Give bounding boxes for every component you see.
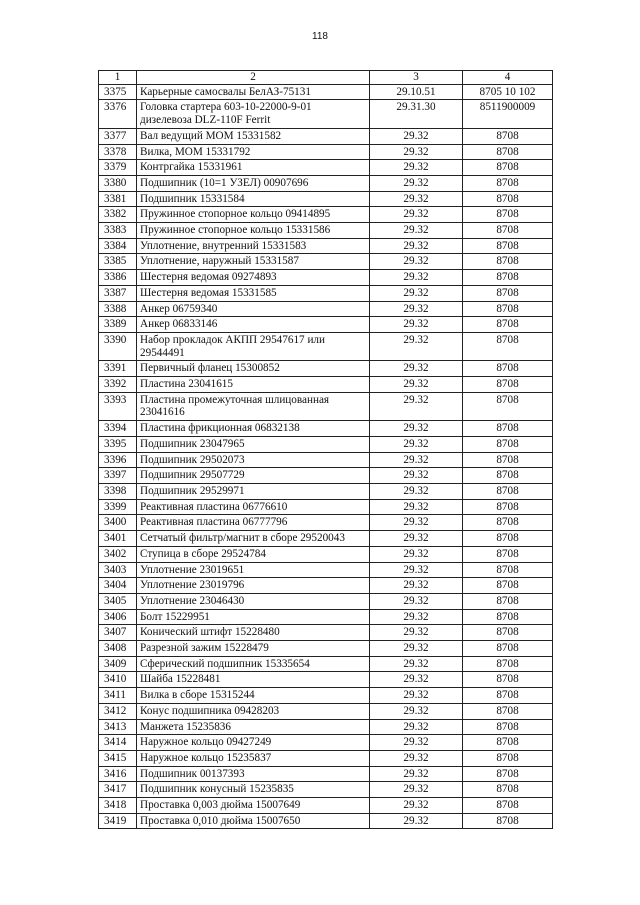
item-name: Ступица в сборе 29524784 [137,546,370,562]
table-row [99,656,553,672]
row-number: 3394 [99,421,137,437]
okpd-code: 29.32 [370,191,463,207]
item-name: Анкер 06833146 [137,317,370,333]
row-number: 3413 [99,719,137,735]
column-header-2: 2 [137,71,370,85]
table-row [99,735,553,751]
table-row [99,392,553,420]
tnved-code: 8708 [463,332,553,360]
table-row [99,361,553,377]
item-name: Подшипник 23047965 [137,436,370,452]
table-row [99,593,553,609]
item-name: Подшипник конусный 15235835 [137,782,370,798]
okpd-code: 29.32 [370,175,463,191]
tnved-code: 8708 [463,593,553,609]
tnved-code: 8708 [463,609,553,625]
item-name: Уплотнение, внутренний 15331583 [137,238,370,254]
item-name: Пластина 23041615 [137,377,370,393]
okpd-code: 29.32 [370,672,463,688]
okpd-code: 29.32 [370,641,463,657]
row-number: 3379 [99,160,137,176]
row-number: 3378 [99,144,137,160]
tnved-code: 8708 [463,452,553,468]
item-name: Проставка 0,010 дюйма 15007650 [137,813,370,829]
row-number: 3406 [99,609,137,625]
item-name: Уплотнение, наружный 15331587 [137,254,370,270]
okpd-code: 29.32 [370,361,463,377]
table-body [99,84,553,829]
item-name: Шайба 15228481 [137,672,370,688]
okpd-code: 29.32 [370,798,463,814]
row-number: 3404 [99,578,137,594]
okpd-code: 29.32 [370,735,463,751]
page-number: 118 [312,31,328,42]
item-name: Пружинное стопорное кольцо 15331586 [137,223,370,239]
item-name: Подшипник 29502073 [137,452,370,468]
okpd-code: 29.32 [370,593,463,609]
row-number: 3410 [99,672,137,688]
table-row [99,483,553,499]
okpd-code: 29.32 [370,377,463,393]
row-number: 3383 [99,223,137,239]
table-row [99,436,553,452]
row-number: 3397 [99,468,137,484]
item-name: Уплотнение 23046430 [137,593,370,609]
okpd-code: 29.32 [370,656,463,672]
okpd-code: 29.32 [370,421,463,437]
tnved-code: 8708 [463,703,553,719]
table-row [99,84,553,100]
row-number: 3388 [99,301,137,317]
tnved-code: 8708 [463,254,553,270]
row-number: 3399 [99,499,137,515]
tnved-code: 8708 [463,421,553,437]
table-row [99,421,553,437]
tnved-code: 8708 [463,191,553,207]
okpd-code: 29.32 [370,207,463,223]
item-name: Наружное кольцо 15235837 [137,750,370,766]
table-row [99,578,553,594]
row-number: 3392 [99,377,137,393]
item-name: Сетчатый фильтр/магнит в сборе 29520043 [137,531,370,547]
table-row [99,100,553,128]
table-row [99,468,553,484]
item-name: Вилка, МОМ 15331792 [137,144,370,160]
table-header [99,71,553,85]
table-row [99,546,553,562]
table-row [99,766,553,782]
column-header-3: 3 [370,71,463,85]
okpd-code: 29.32 [370,160,463,176]
row-number: 3380 [99,175,137,191]
tnved-code: 8708 [463,223,553,239]
table-row [99,798,553,814]
header-row [99,71,553,85]
item-name: Вилка в сборе 15315244 [137,688,370,704]
tnved-code: 8708 [463,468,553,484]
row-number: 3402 [99,546,137,562]
row-number: 3412 [99,703,137,719]
row-number: 3418 [99,798,137,814]
row-number: 3389 [99,317,137,333]
row-number: 3395 [99,436,137,452]
item-name: Проставка 0,003 дюйма 15007649 [137,798,370,814]
tnved-code: 8708 [463,483,553,499]
okpd-code: 29.32 [370,238,463,254]
tnved-code: 8708 [463,750,553,766]
okpd-code: 29.32 [370,515,463,531]
okpd-code: 29.32 [370,625,463,641]
table-row [99,703,553,719]
tnved-code: 8708 [463,301,553,317]
okpd-code: 29.32 [370,531,463,547]
tnved-code: 8708 [463,207,553,223]
tnved-code: 8708 [463,270,553,286]
tnved-code: 8708 [463,656,553,672]
okpd-code: 29.32 [370,254,463,270]
row-number: 3416 [99,766,137,782]
okpd-code: 29.32 [370,688,463,704]
row-number: 3390 [99,332,137,360]
tnved-code: 8708 [463,238,553,254]
table-row [99,160,553,176]
row-number: 3409 [99,656,137,672]
tnved-code: 8708 [463,798,553,814]
okpd-code: 29.31.30 [370,100,463,128]
row-number: 3419 [99,813,137,829]
table-row [99,254,553,270]
item-name: Реактивная пластина 06776610 [137,499,370,515]
item-name: Уплотнение 23019651 [137,562,370,578]
table-row [99,207,553,223]
okpd-code: 29.32 [370,317,463,333]
okpd-code: 29.32 [370,609,463,625]
tnved-code: 8708 [463,499,553,515]
tnved-code: 8708 [463,546,553,562]
okpd-code: 29.32 [370,285,463,301]
row-number: 3376 [99,100,137,128]
row-number: 3398 [99,483,137,499]
table-row [99,332,553,360]
table-row [99,641,553,657]
item-name: Пластина промежуточная шлицованная 23041616 [137,392,370,420]
item-name: Болт 15229951 [137,609,370,625]
tnved-code: 8708 [463,562,553,578]
table-row [99,515,553,531]
row-number: 3414 [99,735,137,751]
table-row [99,285,553,301]
table-row [99,128,553,144]
tnved-code: 8708 [463,735,553,751]
table-row [99,317,553,333]
tnved-code: 8708 [463,285,553,301]
item-name: Разрезной зажим 15228479 [137,641,370,657]
item-name: Шестерня ведомая 15331585 [137,285,370,301]
table-row [99,191,553,207]
item-name: Конус подшипника 09428203 [137,703,370,719]
table-row [99,531,553,547]
tnved-code: 8708 [463,160,553,176]
tnved-code: 8708 [463,144,553,160]
okpd-code: 29.32 [370,813,463,829]
row-number: 3387 [99,285,137,301]
item-name: Манжета 15235836 [137,719,370,735]
table-row [99,750,553,766]
item-name: Подшипник (10=1 УЗЕЛ) 00907696 [137,175,370,191]
column-header-1: 1 [99,71,137,85]
table-row [99,499,553,515]
table-row [99,377,553,393]
row-number: 3408 [99,641,137,657]
row-number: 3417 [99,782,137,798]
table-row [99,813,553,829]
item-name: Подшипник 15331584 [137,191,370,207]
row-number: 3401 [99,531,137,547]
okpd-code: 29.32 [370,750,463,766]
okpd-code: 29.32 [370,499,463,515]
row-number: 3386 [99,270,137,286]
okpd-code: 29.10.51 [370,84,463,100]
item-name: Наружное кольцо 09427249 [137,735,370,751]
item-name: Головка стартера 603-10-22000-9-01 дизелевоза DLZ-110F Ferrit [137,100,370,128]
table-row [99,175,553,191]
tnved-code: 8708 [463,317,553,333]
row-number: 3382 [99,207,137,223]
parts-table [98,70,553,829]
okpd-code: 29.32 [370,546,463,562]
table-row [99,270,553,286]
tnved-code: 8708 [463,672,553,688]
okpd-code: 29.32 [370,766,463,782]
item-name: Контргайка 15331961 [137,160,370,176]
tnved-code: 8708 [463,782,553,798]
item-name: Пружинное стопорное кольцо 09414895 [137,207,370,223]
row-number: 3405 [99,593,137,609]
tnved-code: 8708 [463,128,553,144]
table-row [99,609,553,625]
row-number: 3411 [99,688,137,704]
item-name: Набор прокладок АКПП 29547617 или 29544491 [137,332,370,360]
item-name: Шестерня ведомая 09274893 [137,270,370,286]
table-row [99,144,553,160]
tnved-code: 8708 [463,531,553,547]
okpd-code: 29.32 [370,128,463,144]
okpd-code: 29.32 [370,332,463,360]
okpd-code: 29.32 [370,452,463,468]
row-number: 3415 [99,750,137,766]
item-name: Реактивная пластина 06777796 [137,515,370,531]
row-number: 3403 [99,562,137,578]
tnved-code: 8708 [463,175,553,191]
tnved-code: 8708 [463,361,553,377]
okpd-code: 29.32 [370,301,463,317]
table-row [99,625,553,641]
column-header-4: 4 [463,71,553,85]
table-row [99,301,553,317]
item-name: Подшипник 00137393 [137,766,370,782]
table-row [99,782,553,798]
tnved-code: 8708 [463,641,553,657]
item-name: Первичный фланец 15300852 [137,361,370,377]
row-number: 3396 [99,452,137,468]
okpd-code: 29.32 [370,223,463,239]
okpd-code: 29.32 [370,270,463,286]
row-number: 3385 [99,254,137,270]
okpd-code: 29.32 [370,483,463,499]
tnved-code: 8708 [463,766,553,782]
row-number: 3400 [99,515,137,531]
item-name: Анкер 06759340 [137,301,370,317]
item-name: Сферический подшипник 15335654 [137,656,370,672]
okpd-code: 29.32 [370,144,463,160]
row-number: 3375 [99,84,137,100]
item-name: Пластина фрикционная 06832138 [137,421,370,437]
table-row [99,238,553,254]
okpd-code: 29.32 [370,468,463,484]
okpd-code: 29.32 [370,703,463,719]
tnved-code: 8511900009 [463,100,553,128]
okpd-code: 29.32 [370,392,463,420]
item-name: Уплотнение 23019796 [137,578,370,594]
row-number: 3377 [99,128,137,144]
item-name: Карьерные самосвалы БелАЗ-75131 [137,84,370,100]
okpd-code: 29.32 [370,782,463,798]
tnved-code: 8708 [463,436,553,452]
item-name: Вал ведущий МОМ 15331582 [137,128,370,144]
table-row [99,223,553,239]
item-name: Подшипник 29507729 [137,468,370,484]
item-name: Конический штифт 15228480 [137,625,370,641]
row-number: 3407 [99,625,137,641]
tnved-code: 8708 [463,688,553,704]
row-number: 3391 [99,361,137,377]
table-row [99,688,553,704]
tnved-code: 8708 [463,377,553,393]
tnved-code: 8708 [463,719,553,735]
table-row [99,452,553,468]
table-row [99,672,553,688]
row-number: 3384 [99,238,137,254]
row-number: 3393 [99,392,137,420]
okpd-code: 29.32 [370,578,463,594]
row-number: 3381 [99,191,137,207]
okpd-code: 29.32 [370,436,463,452]
tnved-code: 8708 [463,392,553,420]
table-row [99,719,553,735]
tnved-code: 8708 [463,813,553,829]
table-row [99,562,553,578]
okpd-code: 29.32 [370,562,463,578]
okpd-code: 29.32 [370,719,463,735]
tnved-code: 8708 [463,515,553,531]
tnved-code: 8708 [463,578,553,594]
item-name: Подшипник 29529971 [137,483,370,499]
tnved-code: 8705 10 102 [463,84,553,100]
tnved-code: 8708 [463,625,553,641]
